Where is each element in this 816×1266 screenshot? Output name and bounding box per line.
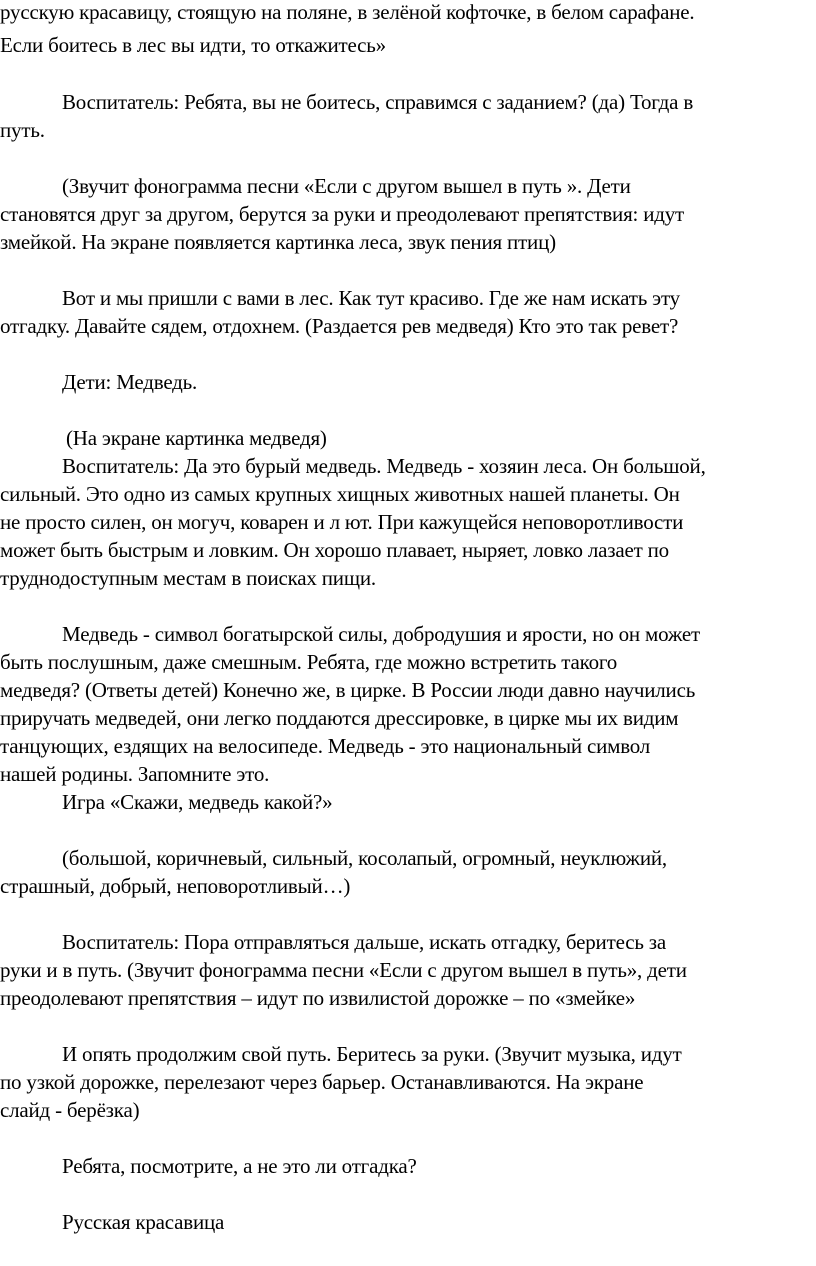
text-line: Дети: Медведь. <box>62 370 198 394</box>
text-line: не просто силен, он могуч, коварен и л ют. При кажущейся неповоротливости <box>0 510 684 534</box>
text-line: Если боитесь в лес вы идти, то откажитесь» <box>0 33 386 57</box>
text-line: быть послушным, даже смешным. Ребята, где можно встретить такого <box>0 650 618 674</box>
text-line: путь. <box>0 118 45 142</box>
text-line: сильный. Это одно из самых крупных хищных животных нашей планеты. Он <box>0 482 680 506</box>
text-line: Ребята, посмотрите, а не это ли отгадка? <box>62 1154 417 1178</box>
text-line: (Звучит фонограмма песни «Если с другом вышел в путь ». Дети <box>62 174 631 198</box>
text-line: И опять продолжим свой путь. Беритесь за руки. (Звучит музыка, идут <box>62 1042 682 1066</box>
text-line: нашей родины. Запомните это. <box>0 762 270 786</box>
text-line: может быть быстрым и ловким. Он хорошо плавает, ныряет, ловко лазает по <box>0 538 669 562</box>
text-line: Воспитатель: Пора отправляться дальше, искать отгадку, беритесь за <box>62 930 666 954</box>
text-line: преодолевают препятствия – идут по извилистой дорожке – по «змейке» <box>0 986 636 1010</box>
text-line: Игра «Скажи, медведь какой?» <box>62 790 333 814</box>
text-line: руки и в путь. (Звучит фонограмма песни «Если с другом вышел в путь», дети <box>0 958 687 982</box>
text-line: русскую красавицу, стоящую на поляне, в зелёной кофточке, в белом сарафане. <box>0 0 695 24</box>
text-line: Воспитатель: Ребята, вы не боитесь, справимся с заданием? (да) Тогда в <box>62 90 694 114</box>
text-line: танцующих, ездящих на велосипеде. Медведь - это национальный символ <box>0 734 651 758</box>
text-line: Вот и мы пришли с вами в лес. Как тут красиво. Где же нам искать эту <box>62 286 680 310</box>
text-line: медведя? (Ответы детей) Конечно же, в цирке. В России люди давно научились <box>0 678 696 702</box>
text-line: змейкой. На экране появляется картинка леса, звук пения птиц) <box>0 230 556 254</box>
text-line: страшный, добрый, неповоротливый…) <box>0 874 351 898</box>
text-line: приручать медведей, они легко поддаются дрессировке, в цирке мы их видим <box>0 706 679 730</box>
text-line: слайд - берёзка) <box>0 1098 140 1122</box>
text-line: Медведь - символ богатырской силы, добродушия и ярости, но он может <box>62 622 700 646</box>
text-line: становятся друг за другом, берутся за руки и преодолевают препятствия: идут <box>0 202 685 226</box>
text-line: (На экране картинка медведя) <box>66 426 327 450</box>
text-line: (большой, коричневый, сильный, косолапый, огромный, неуклюжий, <box>62 846 667 870</box>
text-line: Русская красавица <box>62 1210 225 1234</box>
text-line: труднодоступным местам в поисках пищи. <box>0 566 376 590</box>
text-line: отгадку. Давайте сядем, отдохнем. (Раздается рев медведя) Кто это так ревет? <box>0 314 679 338</box>
text-line: по узкой дорожке, перелезают через барьер. Останавливаются. На экране <box>0 1070 644 1094</box>
text-line: Воспитатель: Да это бурый медведь. Медведь - хозяин леса. Он большой, <box>62 454 706 478</box>
